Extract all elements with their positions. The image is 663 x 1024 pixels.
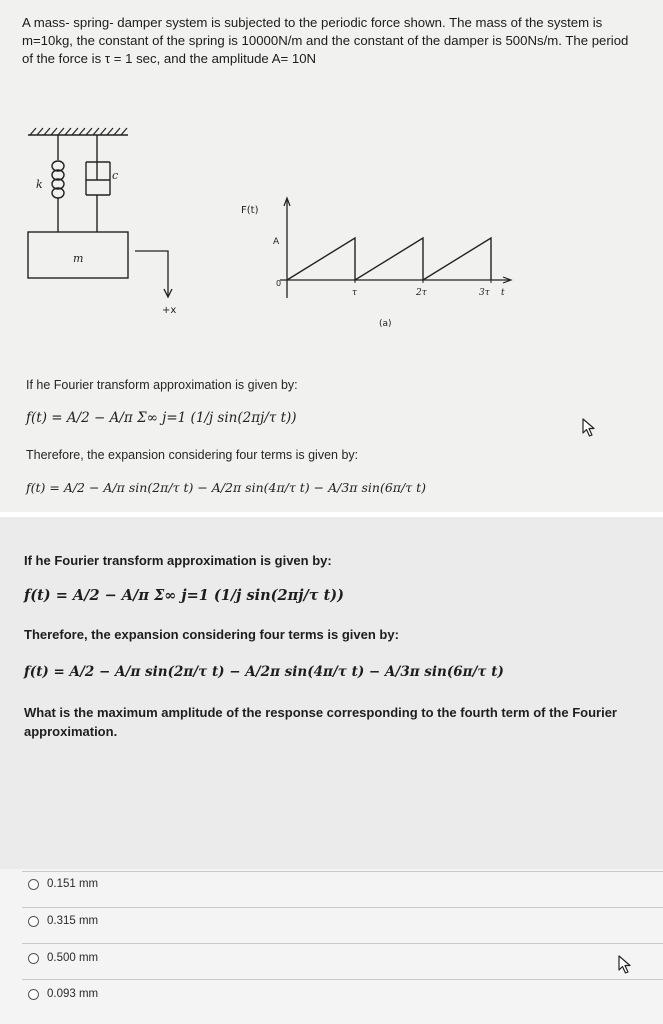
option-separator (22, 871, 663, 872)
option-1[interactable] (28, 873, 98, 895)
tick-label-3tau: 3τ (479, 288, 490, 298)
force-graph (280, 198, 511, 298)
option-label: 0.500 mm (47, 952, 99, 964)
damper (86, 135, 110, 232)
radio-button[interactable] (28, 953, 39, 964)
damper-label: c (112, 169, 119, 182)
mouse-pointer-icon (617, 955, 633, 975)
option-separator (22, 907, 663, 908)
option-2[interactable] (28, 910, 98, 932)
radio-button[interactable] (28, 989, 39, 1000)
amp-label: A (273, 237, 280, 247)
mouse-pointer-icon (581, 418, 597, 438)
expansion-intro: Therefore, the expansion considering four terms is given by: (26, 448, 359, 462)
option-separator (22, 943, 663, 944)
ceiling (28, 128, 128, 135)
problem-statement: A mass- spring- damper system is subjected to the periodic force shown. The mass of the system is m=10kg, the constant of the spring is 10000N/m and the constant of the damper is 500Ns/m. The period of the force is τ = 1 sec, and the amplitude A= 10N (22, 15, 629, 66)
figure-caption: (a) (379, 319, 392, 329)
mass-label: m (73, 252, 84, 265)
sawtooth-waveform (287, 238, 491, 280)
option-4[interactable] (28, 983, 98, 1005)
fourier-intro-zoomed: If he Fourier transform approximation is given by: (24, 553, 332, 568)
spring-label: k (36, 178, 43, 191)
radio-button[interactable] (28, 916, 39, 927)
question-text: What is the maximum amplitude of the response corresponding to the fourth term of the Fourier approximation. (24, 705, 617, 739)
spring (52, 135, 64, 232)
tick-label-t: t (501, 288, 505, 298)
system-diagram (0, 100, 663, 340)
tick-label-2tau: 2τ (416, 288, 427, 298)
expansion-formula-zoomed: f(t) = A/2 − A/π sin(2π/τ t) − A/2π sin(4π/τ t) − A/3π sin(6π/τ t) (24, 664, 504, 680)
answer-options (0, 869, 663, 1024)
fourier-formula: f(t) = A/2 − A/π Σ∞ j=1 (1/j sin(2πj/τ t)) (26, 410, 297, 426)
fourier-intro: If he Fourier transform approximation is given by: (26, 378, 298, 392)
graph-ylabel: F(t) (241, 205, 259, 216)
expansion-formula: f(t) = A/2 − A/π sin(2π/τ t) − A/2π sin(4π/τ t) − A/3π sin(6π/τ t) (26, 480, 426, 495)
option-label: 0.151 mm (47, 878, 99, 890)
direction-label: +x (162, 305, 177, 316)
fourier-formula-zoomed: f(t) = A/2 − A/π Σ∞ j=1 (1/j sin(2πj/τ t)) (24, 587, 344, 604)
direction-arrow (135, 251, 172, 297)
option-separator (22, 979, 663, 980)
question-panel (0, 517, 663, 1024)
option-label: 0.093 mm (47, 988, 99, 1000)
tick-label-tau: τ (352, 288, 357, 298)
origin-label: 0 (276, 279, 282, 288)
radio-button[interactable] (28, 879, 39, 890)
option-label: 0.315 mm (47, 915, 99, 927)
expansion-intro-zoomed: Therefore, the expansion considering four terms is given by: (24, 627, 399, 642)
option-3[interactable] (28, 947, 98, 969)
